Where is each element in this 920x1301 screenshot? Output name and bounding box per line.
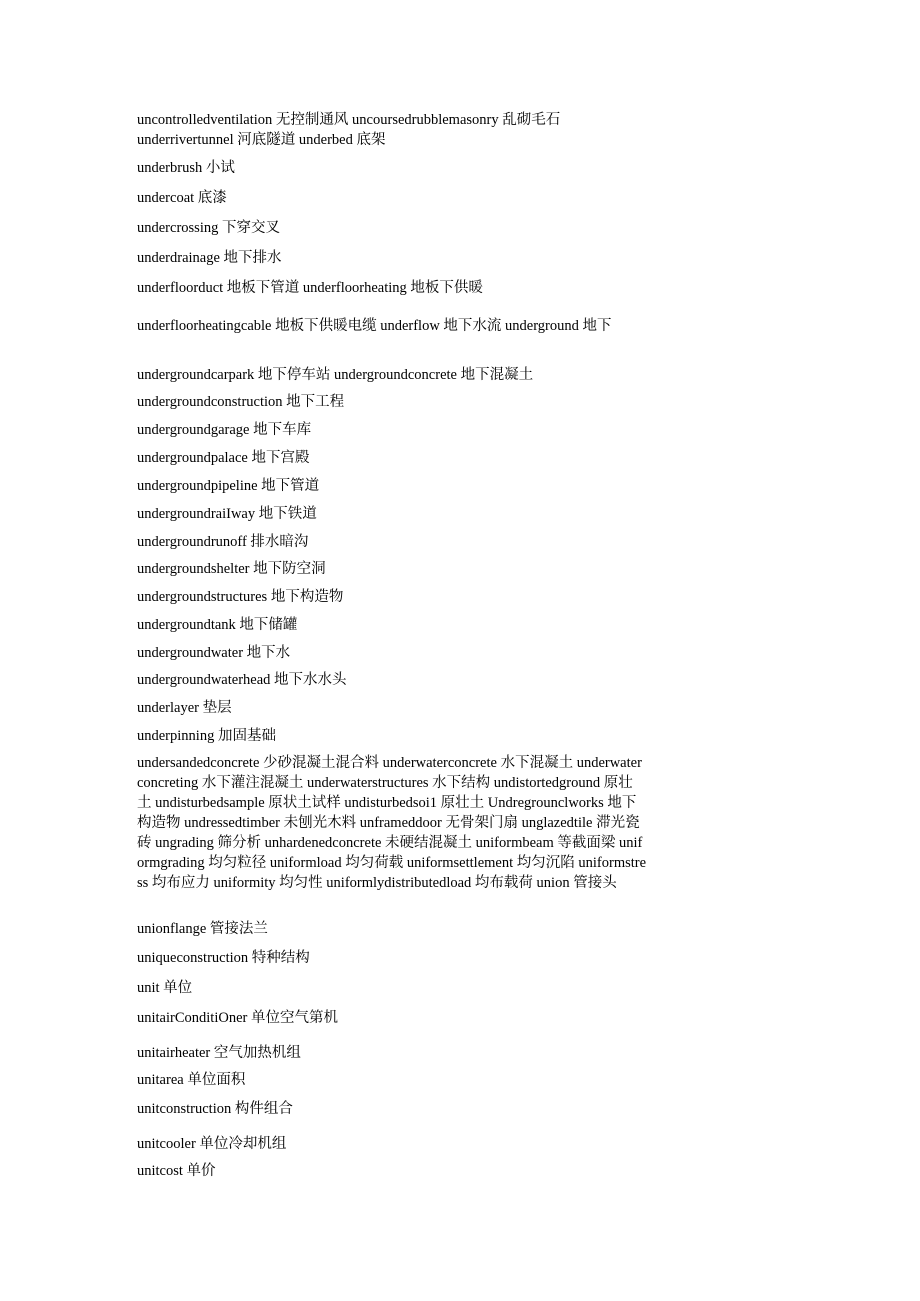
- glossary-line: unitairConditiOner 单位空气第机: [137, 1010, 338, 1026]
- glossary-line: undergroundrunoff 排水暗沟: [137, 534, 309, 550]
- glossary-line: undercrossing 下穿交叉: [137, 220, 280, 236]
- glossary-line: unionflange 管接法兰: [137, 921, 268, 937]
- glossary-line: undergroundpipeline 地下管道: [137, 478, 320, 494]
- glossary-line: undergroundwater 地下水: [137, 645, 291, 661]
- glossary-line: unitcooler 单位冷却机组: [137, 1136, 287, 1152]
- glossary-line: undergroundconstruction 地下工程: [137, 394, 345, 410]
- glossary-line: underfloorduct 地板下管道 underfloorheating 地板下供暖: [137, 280, 483, 296]
- glossary-line: unitcost 单价: [137, 1163, 216, 1179]
- glossary-line: undercoat 底漆: [137, 190, 227, 206]
- glossary-line: undergroundwaterhead 地下水水头: [137, 672, 347, 688]
- glossary-line: underbrush 小试: [137, 160, 235, 176]
- glossary-line: unitconstruction 构件组合: [137, 1101, 293, 1117]
- glossary-line: underdrainage 地下排水: [137, 250, 282, 266]
- glossary-line: uniqueconstruction 特种结构: [137, 950, 310, 966]
- glossary-line: underlayer 垫层: [137, 700, 232, 716]
- glossary-line: uncontrolledventilation 无控制通风 uncoursedrubblemasonry 乱砌毛石: [137, 112, 561, 128]
- glossary-line: undergroundcarpark 地下停车站 undergroundconcrete 地下混凝土: [137, 367, 534, 383]
- glossary-line: underpinning 加固基础: [137, 728, 276, 744]
- glossary-line: underrivertunnel 河底隧道 underbed 底架: [137, 132, 386, 148]
- glossary-line: undergroundraiIway 地下铁道: [137, 506, 317, 522]
- glossary-line: unitairheater 空气加热机组: [137, 1045, 301, 1061]
- glossary-line: unitarea 单位面积: [137, 1072, 246, 1088]
- glossary-line: undergroundtank 地下储罐: [137, 617, 298, 633]
- glossary-line: undergroundpalace 地下宫殿: [137, 450, 310, 466]
- glossary-paragraph: undersandedconcrete 少砂混凝土混合料 underwaterconcrete 水下混凝土 underwaterconcreting 水下灌注混凝土 underwaterstructures 水下结构 undistortedground 原壮土 undisturbedsample 原状土试样 undisturbedsoi1 原壮土 Undregrounclworks 地下构造物 undressedtimber 未刨光木料 unframeddoor 无骨架门扇 unglazedtile 滞光瓷砖 ungrading 筛分析 unhardenedconcrete 未硬结混凝土 uniformbeam 等截面梁 uniformgrading 均匀粒径 uniformload 均匀荷载 uniformsettlement 均匀沉陷 uniformstress 均布应力 uniformity 均匀性 uniformlydistributedload 均布载荷 union 管接头: [137, 755, 647, 891]
- glossary-line: undergroundshelter 地下防空洞: [137, 561, 326, 577]
- glossary-line: unit 单位: [137, 980, 193, 996]
- glossary-line: undergroundgarage 地下车库: [137, 422, 312, 438]
- glossary-line: underfloorheatingcable 地板下供暖电缆 underflow 地下水流 underground 地下: [137, 318, 612, 334]
- glossary-line: undergroundstructures 地下构造物: [137, 589, 344, 605]
